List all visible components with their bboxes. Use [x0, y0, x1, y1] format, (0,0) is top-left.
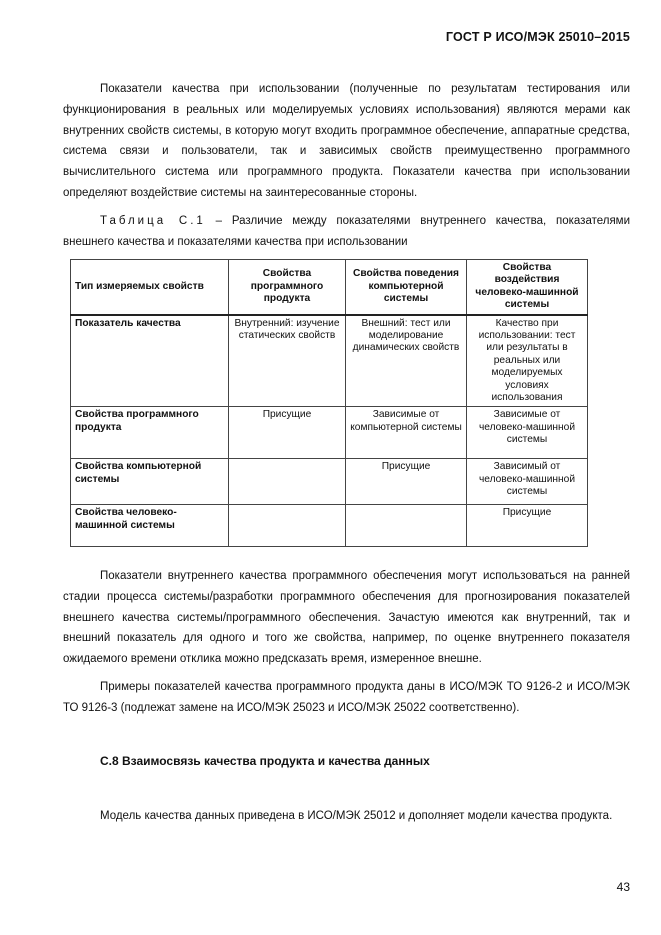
paragraph-text: Показатели внутреннего качества программного обеспечения могут использоваться на ранней стадии процесса системы/разработки программного обеспечения для прогнозирования показателей внешнего качества системы/программного обеспечения. Зачастую имеются как внутренний, так и внешний показатель для одного и того же свойства, например, по оценке внутреннего показателя ожидаемого времени отклика можно предсказать время, измеренное внешне. [63, 570, 630, 666]
table-header-cell: Тип измеряемых свойств [71, 260, 229, 315]
table-header-cell: Свойства программного продукта [228, 260, 345, 315]
table-row [71, 505, 588, 547]
comparison-table [70, 259, 588, 547]
table-cell: Внешний: тест или моделирование динамических свойств [346, 315, 467, 407]
table-header-cell: Свойства поведения компьютерной системы [346, 260, 467, 315]
table-cell: Присущие [228, 407, 345, 459]
paragraph-text: Примеры показателей качества программного продукта даны в ИСО/МЭК ТО 9126-2 и ИСО/МЭК ТО 9126-3 (подлежат замене на ИСО/МЭК 25023 и ИСО/МЭК 25022 соответственно). [63, 681, 630, 714]
paragraph-data-quality [63, 806, 630, 827]
table-cell [228, 505, 345, 547]
table-cell: Присущие [467, 505, 588, 547]
document-header: ГОСТ Р ИСО/МЭК 25010–2015 [445, 30, 630, 44]
row-header-cell: Свойства компьютерной системы [71, 459, 229, 505]
row-header-cell: Показатель качества [71, 315, 229, 407]
paragraph-quality-in-use [63, 79, 630, 204]
paragraph-text: Модель качества данных приведена в ИСО/МЭК 25012 и дополняет модели качества продукта. [100, 810, 613, 822]
table-cell [228, 459, 345, 505]
paragraph-text: Показатели качества при использовании (полученные по результатам тестирования или функционирования в реальных или моделируемых условиях использования) являются мерами как внутренних свойств системы, в которую могут входить программное обеспечение, аппаратные средства, система связи и пользователи, так и зависимых свойств преимущественно программного вычислительного система или программного продукта. Показатели качества при использовании определяют воздействие системы на заинтересованные стороны. [63, 83, 630, 199]
table-cell: Зависимый от человеко-машинной системы [467, 459, 588, 505]
table-row [71, 407, 588, 459]
paragraph-examples [63, 677, 630, 719]
table-header-cell: Свойства воздействия человеко-машинной системы [467, 260, 588, 315]
table-caption-text: – Различие между показателями внутреннего качества, показателями внешнего качества и показателями качества при использовании [63, 215, 631, 248]
table-cell: Зависимые от компьютерной системы [346, 407, 467, 459]
table-cell: Внутренний: изучение статических свойств [228, 315, 345, 407]
table-cell: Присущие [346, 459, 467, 505]
paragraph-internal-quality [63, 566, 630, 670]
table-row [71, 459, 588, 505]
page-number: 43 [616, 880, 630, 894]
table-cell: Качество при использовании: тест или результаты в реальных или моделируемых условиях использования [467, 315, 588, 407]
table-row [71, 315, 588, 407]
row-header-cell: Свойства программного продукта [71, 407, 229, 459]
table-header-row [71, 260, 588, 315]
table-caption [63, 211, 630, 253]
table-cell: Зависимые от человеко-машинной системы [467, 407, 588, 459]
table-caption-prefix: Таблица С.1 [100, 215, 206, 227]
section-heading: С.8 Взаимосвязь качества продукта и качества данных [100, 754, 430, 768]
row-header-cell: Свойства человеко-машинной системы [71, 505, 229, 547]
table-cell [346, 505, 467, 547]
